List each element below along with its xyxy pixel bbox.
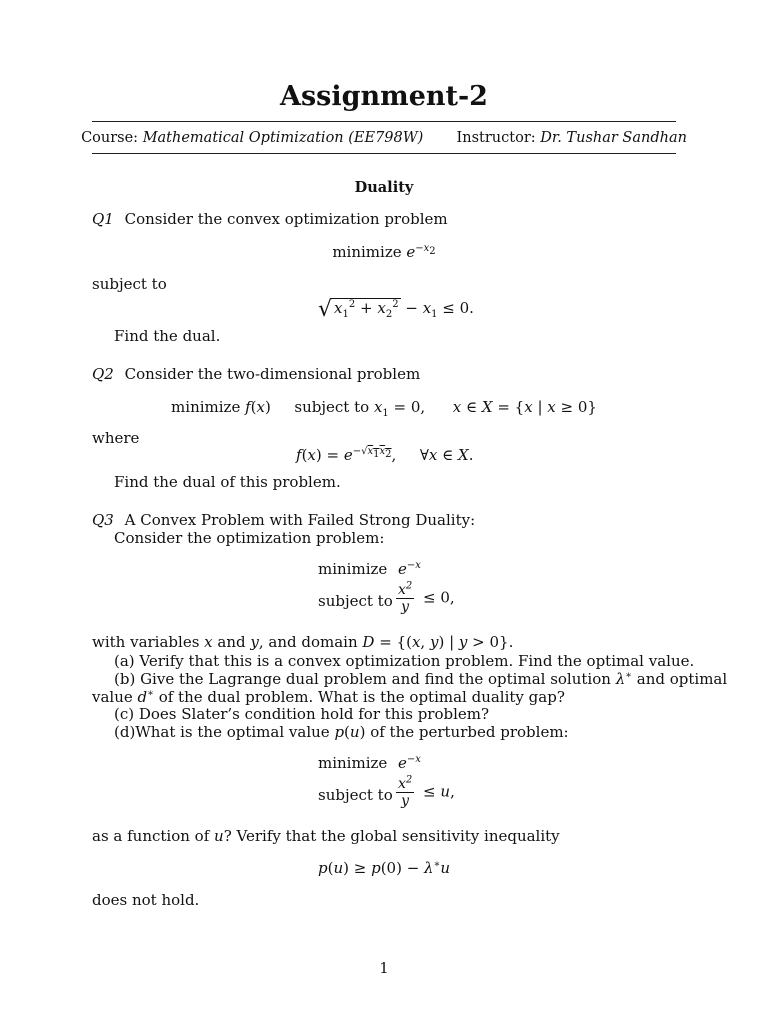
q3-label: Q3 <box>92 511 114 529</box>
q3-subject-to: subject to <box>318 592 393 610</box>
q2-function: $f(x) = e^{-√x_1x_2}$, ∀x ∈ X. <box>296 446 474 464</box>
q3d-constraint: $\frac{x^2}{y}$ ≤ u, <box>398 774 455 809</box>
course-line <box>0 130 768 146</box>
q3d-subject-to: subject to <box>318 786 393 804</box>
instructor-value: Dr. Tushar Sandhan <box>540 130 687 146</box>
q3-minimize: minimize <box>318 560 388 578</box>
header-rule-top <box>92 121 676 122</box>
q1-objective: minimize $e^{-x_2}$ <box>332 243 436 261</box>
q1-subject-to: subject to <box>92 275 167 293</box>
q3-variables: with variables x and y, and domain D = {(x, y) | y > 0}. <box>92 633 514 651</box>
q1-intro <box>92 210 448 228</box>
q3-intro2: Consider the optimization problem: <box>114 529 385 547</box>
q2-problem: minimize f(x) subject to $x_1 = 0$, x ∈ X = {x | x ≥ 0} <box>171 398 597 419</box>
q3-intro <box>92 511 475 529</box>
q2-label: Q2 <box>92 365 114 383</box>
q2-task: Find the dual of this problem. <box>114 473 341 491</box>
q3d-objective: $e^{-x}$ <box>398 754 421 772</box>
q1-task: Find the dual. <box>114 327 221 345</box>
header-rule-bottom <box>92 153 676 154</box>
q3-intro-text: A Convex Problem with Failed Strong Duality: <box>124 511 476 529</box>
q3-constraint: $\frac{x^2}{y}$ ≤ 0, <box>398 580 455 615</box>
q3-sensitivity-line: as a function of u? Verify that the global sensitivity inequality <box>92 827 560 845</box>
q3-part-b: (b) Give the Lagrange dual problem and find the optimal solution λ∗ and optimal <box>114 670 728 688</box>
q3-sensitivity-ineq: p(u) ≥ p(0) − λ∗u <box>317 859 451 877</box>
q1-constraint: √ $x_1^2 + x_2^2 - x_1 \le 0$. <box>318 297 474 322</box>
course-value: Mathematical Optimization (EE798W) <box>142 130 424 146</box>
q2-where: where <box>92 429 140 447</box>
page-number: 1 <box>379 959 389 977</box>
section-heading: Duality <box>354 179 414 196</box>
q3-part-b-cont: value d∗ of the dual problem. What is the optimal duality gap? <box>92 688 565 706</box>
q3-part-d: (d)What is the optimal value p(u) of the perturbed problem: <box>114 723 569 741</box>
q3d-minimize: minimize <box>318 754 388 772</box>
instructor-label: Instructor: <box>456 130 536 146</box>
q3-objective: $e^{-x}$ <box>398 560 421 578</box>
q3-part-c: (c) Does Slater’s condition hold for this problem? <box>114 705 490 723</box>
q1-intro-text: Consider the convex optimization problem <box>124 210 448 228</box>
page-title: Assignment-2 <box>280 81 488 112</box>
q3-does-not-hold: does not hold. <box>92 891 200 909</box>
q2-intro <box>92 365 420 383</box>
q1-label: Q1 <box>92 210 114 228</box>
course-label: Course: <box>81 130 139 146</box>
q3-part-a: (a) Verify that this is a convex optimization problem. Find the optimal value. <box>114 652 695 670</box>
q2-intro-text: Consider the two-dimensional problem <box>124 365 421 383</box>
